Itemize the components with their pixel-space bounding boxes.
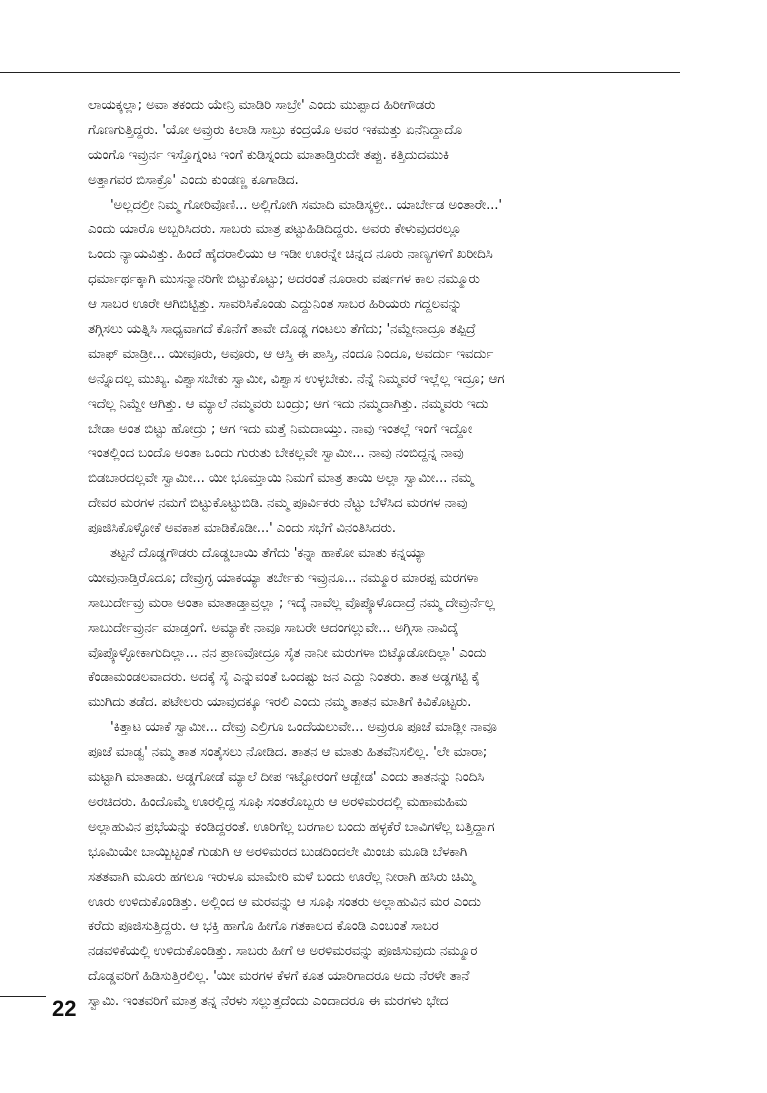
text-line: ಅತ್ತಾಗವರ ಬಿಸಾಕ್ರೊ' ಎಂದು ಕುಂಡಣ್ಣ ಕೂಗಾಡಿದ. [88, 171, 299, 188]
text-line: ಲಾಯಕ್ಕಲ್ಲಾ; ಅವಾ ತಕಂದು ಯೇನ್ರಿ ಮಾಡಿರಿ ಸಾಬ್ರೇ' ಎಂದು ಮುಪ್ಪಾದ ಹಿರೀಗೌಡರು [88, 97, 436, 113]
text-line: ಕರೆದು ಪೂಜಿಸುತ್ತಿದ್ದರು. ಆ ಭಕ್ತಿ ಹಾಗೊ ಹೀಗೊ ಗತಕಾಲದ ಕೊಂಡಿ ಎಂಬಂತೆ ಸಾಬರ [88, 918, 439, 935]
text-line: ಪೂಜೆ ಮಾಡ್ವ' ನಮ್ಮ ತಾತ ಸಂತೈಸಲು ನೋಡಿದ. ತಾತನ ಆ ಮಾತು ಹಿತವೆನಿಸಲಿಲ್ಲ. 'ಲೇ ಮಾರಾ; [88, 744, 488, 761]
text-line: ತಗ್ಗಿಸಲು ಯತ್ನಿಸಿ ಸಾಧ್ಯವಾಗದೆ ಕೊನೆಗೆ ತಾವೇ ದೊಡ್ಡ ಗಂಟಲು ತೆಗೆದು; 'ನಮ್ದೇನಾದ್ರೂ ತಪ್ಪಿದ್ರೆ [88, 321, 476, 338]
text-line: ಇದೆಲ್ಲ ನಿಮ್ದೇ ಆಗಿತ್ತು. ಆ ಮ್ಯಾಲೆ ನಮ್ಮವರು ಬಂದ್ರು; ಆಗ ಇದು ನಮ್ಮದಾಗಿತ್ತು. ನಮ್ಮವರು ಇದು [88, 395, 489, 412]
text-line: ಪೂಜಿಸಿಕೊಳ್ಳೋಕೆ ಅವಕಾಶ ಮಾಡಿಕೊಡೀ...' ಎಂದು ಸಭೆಗೆ ವಿನಂತಿಸಿದರು. [88, 520, 396, 537]
page-number: 22 [52, 996, 77, 1021]
text-line: ಮುಗಿದು ತಡೆದ. ಪಟೇಲರು ಯಾವುದಕ್ಕೂ ಇರಲಿ ಎಂದು ನಮ್ಮ ತಾತನ ಮಾತಿಗೆ ಕಿವಿಕೊಟ್ಟರು. [88, 694, 472, 711]
text-line: ಆ ಸಾಬರ ಊರೇ ಆಗಿಬಿಟ್ಟಿತ್ತು. ಸಾವರಿಸಿಕೊಂಡು ಎದ್ದುನಿಂತ ಸಾಬರ ಹಿರಿಯರು ಗದ್ದಲವನ್ನು [88, 296, 462, 313]
text-line: ನಡವಳಿಕೆಯಲ್ಲಿ ಉಳಿದುಕೊಂಡಿತ್ತು. ಸಾಬರು ಹೀಗೆ ಆ ಅರಳಿಮರವನ್ನು ಪೂಜಿಸುವುದು ನಮ್ಮೂರ [88, 943, 478, 960]
text-line: ಸತತವಾಗಿ ಮೂರು ಹಗಲೂ ಇರುಳೂ ಮಾಮೇರಿ ಮಳೆ ಬಂದು ಊರೆಲ್ಲ ನೀರಾಗಿ ಹಸಿರು ಚಿಮ್ಮಿ [88, 868, 475, 885]
text-line: ಮಟ್ಟಾಗಿ ಮಾತಾಡು. ಅಡ್ಡಗೋಡೆ ಮ್ಯಾಲೆ ದೀಪ ಇಟ್ಟೋರಂಗೆ ಆಡ್ಬೇಡ' ಎಂದು ತಾತನನ್ನು ನಿಂದಿಸಿ [88, 769, 485, 786]
text-line: ತಟ್ಟನೆ ದೊಡ್ಡಗೌಡರು ದೊಡ್ಡಬಾಯಿ ತೆಗೆದು 'ಕನ್ನಾ ಹಾಕೋ ಮಾತು ಕನ್ನಯ್ಯಾ [110, 545, 427, 562]
text-line: ಸಾಬುರ್ದೇವ್ರುರ್ನ ಮಾಡ್ತಂಗೆ. ಅಮ್ಯಾಕೇ ನಾವೂ ಸಾಬರೇ ಆದಂಗಲ್ಲುವೇ... ಅಗ್ಗಿಸಾ ನಾವಿದ್ಕೆ [88, 619, 458, 636]
text-line: ಎಂದು ಯಾರೊ ಅಬ್ಬರಿಸಿದರು. ಸಾಬರು ಮಾತ್ರ ಪಟ್ಟುಹಿಡಿದಿದ್ದರು. ಅವರು ಕೇಳುವುದರಲ್ಲೂ [88, 221, 462, 238]
text-line: ಇಂತಲ್ಲಿಂದ ಬಂದೊ ಅಂತಾ ಒಂದು ಗುರುತು ಬೇಕಲ್ಲವೇ ಸ್ವಾಮೀ... ನಾವು ನಂಬಿದ್ದನ್ನ ನಾವು [88, 445, 464, 462]
text-line: ಸಾಬುರ್ದೇವ್ರು ಮರಾ ಅಂತಾ ಮಾತಾಡ್ತಾವ್ರಲ್ಲಾ ; ಇದ್ಕೆ ನಾವೆಲ್ಲ ವೊಪ್ಕೊಳೊದಾದ್ರೆ ನಮ್ಮ ದೇವ್ರುರ್ನೆಲ್ಲ [88, 594, 495, 611]
text-line: ಭೂಮಿಯೇ ಬಾಯ್ಬಿಟ್ಟಂತೆ ಗುಡುಗಿ ಆ ಅರಳಿಮರದ ಬುಡದಿಂದಲೇ ಮಿಂಚು ಮೂಡಿ ಬೆಳಕಾಗಿ [88, 843, 468, 860]
text-line: ದೊಡ್ಡವರಿಗೆ ಹಿಡಿಸುತ್ತಿರಲಿಲ್ಲ. 'ಯೀ ಮರಗಳ ಕೆಳಗೆ ಕೂತ ಯಾರಿಗಾದರೂ ಅದು ನೆರಳೇ ತಾನೆ [88, 968, 470, 985]
footer-rule [0, 996, 46, 997]
text-line: ಧರ್ಮಾರ್ಥಕ್ಕಾಗಿ ಮುಸನ್ಮಾನರಿಗೇ ಬಿಟ್ಟುಕೊಟ್ಟು; ಅದರಂತೆ ನೂರಾರು ವರ್ಷಗಳ ಕಾಲ ನಮ್ಮೂರು [88, 271, 480, 288]
text-line: ಕೆಂಡಾಮಂಡಲವಾದರು. ಅದಕ್ಕೆ ಸೈ ಎನ್ನುವಂತೆ ಒಂದಷ್ಟು ಜನ ಎದ್ದು ನಿಂತರು. ತಾತ ಅಡ್ಡಗಟ್ಟಿ ಕೈ [88, 669, 481, 686]
text-line: ಬೇಡಾ ಅಂತ ಬಿಟ್ಟು ಹೋದ್ರು ; ಆಗ ಇದು ಮತ್ತೆ ನಿಮದಾಯ್ತು. ನಾವು ಇಂತಲ್ಲೆ ಇಂಗೆ ಇದ್ದೋ [88, 420, 473, 437]
text-line: 'ಅಲ್ಲದಲ್ರೀ ನಿಮ್ಮ ಗೋರಿವೊಣಿ... ಅಲ್ಲಿಗೋಗಿ ಸಮಾದಿ ಮಾಡಿಸ್ಕಳ್ರೀ.. ಯಾರ್ಬೇಡ ಅಂತಾರೇ...' [110, 196, 502, 213]
text-line: 'ಕಿತ್ತಾಟ ಯಾಕೆ ಸ್ವಾಮೀ... ದೇವ್ರು ಎಲ್ರಿಗೂ ಒಂದೆಯಲುವೇ... ಅವ್ರುರೂ ಪೂಜೆ ಮಾಡ್ಲೀ ನಾವೂ [110, 719, 497, 736]
text-line: ಅಲ್ಲಾಹುವಿನ ಪ್ರಭೆಯನ್ನು ಕಂಡಿದ್ದರಂತೆ. ಊರಿಗೆಲ್ಲ ಬರಗಾಲ ಬಂದು ಹಳ್ಳಕೆರೆ ಬಾವಿಗಳೆಲ್ಲ ಬತ್ತಿದ್ದಾಗ [88, 818, 495, 835]
text-line: ಅನ್ನೊದಲ್ಲ ಮುಖ್ಯ. ವಿಶ್ವಾಸಬೇಕು ಸ್ವಾಮೀ, ವಿಶ್ವಾಸ ಉಳ್ಳಬೇಕು. ನೆನ್ನೆ ನಿಮ್ಮವರೆ ಇಲ್ಲೆಲ್ಲ ಇದ್ರೂ; ಆಗ [88, 370, 505, 387]
text-line: ಸ್ವಾಮಿ. ಇಂತವರಿಗೆ ಮಾತ್ರ ತನ್ನ ನೆರಳು ಸಲ್ಲುತ್ತದೆಂದು ಎಂದಾದರೂ ಈ ಮರಗಳು ಭೇದ [88, 993, 449, 1010]
header-rule [0, 72, 680, 73]
text-line: ಗೊಣಗುತ್ತಿದ್ದರು. 'ಯೋ ಅವ್ರುರು ಕಿಲಾಡಿ ಸಾಬ್ರು ಕಂದ್ರಯೊ ಅವರ ಇಕಮತ್ತು ಏನೆನಿದ್ದಾದೊ [88, 121, 462, 138]
text-line: ವೊಪ್ಕೊಳ್ಳೋಕಾಗುದಿಲ್ಲಾ... ನನ ಪ್ರಾಣವೋದ್ರೂ ಸೈತ ನಾನೀ ಮರುಗಳಾ ಬಿಟ್ಕೊಡೋದಿಲ್ಲಾ' ಎಂದು [88, 644, 487, 661]
text-line: ಯೀವುನಾಡ್ತಿರೊದೂ; ದೇವ್ರುಗ್ಳ ಯಾಕಯ್ಯಾ ತರ್ಬೇಕು ಇವ್ರುನೂ... ನಮ್ಮೂರ ಮಾರಪ್ಪ ಮರಗಳಾ [88, 569, 479, 586]
text-line: ಅರಚಿದರು. ಹಿಂದೊಮ್ಮೆ ಊರಲ್ಲಿದ್ದ ಸೂಫಿ ಸಂತರೊಬ್ಬರು ಆ ಅರಳಿಮರದಲ್ಲಿ ಮಹಾಮಹಿಮ [88, 793, 468, 810]
page-body-text [88, 93, 671, 1014]
text-line: ಯಂಗೊ ಇವ್ರುರ್ನ ಇಸ್ತೊಗ್ನಂಟ ಇಂಗೆ ಕುಡಿಸ್ನಂದು ಮಾತಾಡ್ತಿರುದೇ ತಪ್ಪು. ಕತ್ತಿದುದಮುಕಿ [88, 146, 450, 163]
text-line: ಒಂದು ನ್ಯಾಯವಿತ್ತು. ಹಿಂದೆ ಹೈದರಾಲಿಯು ಆ ಇಡೀ ಊರನ್ನೇ ಚಿನ್ನದ ನೂರು ನಾಣ್ಯಗಳಿಗೆ ಖರೀದಿಸಿ [88, 246, 493, 263]
text-line: ದೇವರ ಮರಗಳ ನಮಗೆ ಬಿಟ್ಟುಕೊಟ್ಟುಬಿಡಿ. ನಮ್ಮ ಪೂರ್ವಿಕರು ನೆಟ್ಟು ಬೆಳೆಸಿದ ಮರಗಳ ನಾವು [88, 495, 468, 512]
text-line: ಮಾಫ್ ಮಾಡ್ರೀ... ಯೀವೂರು, ಅವೂರು, ಆ ಆಸ್ತಿ ಈ ಪಾಸ್ತಿ, ನಂದೂ ನಿಂದೂ, ಅವರ್ದು ಇವರ್ದು [88, 345, 494, 362]
text-line: ಊರು ಉಳಿದುಕೊಂಡಿತ್ತು. ಅಲ್ಲಿಂದ ಆ ಮರವನ್ನು ಆ ಸೂಫಿ ಸಂತರು ಅಲ್ಲಾಹುವಿನ ಮರ ಎಂದು [88, 893, 481, 910]
text-line: ಬಿಡಬಾರದಲ್ಲವೇ ಸ್ವಾಮೀ... ಯೀ ಭೂಮ್ತಾಯಿ ನಿಮಗೆ ಮಾತ್ರ ತಾಯಿ ಅಲ್ಲಾ ಸ್ವಾಮೀ... ನಮ್ಮ [88, 470, 474, 487]
